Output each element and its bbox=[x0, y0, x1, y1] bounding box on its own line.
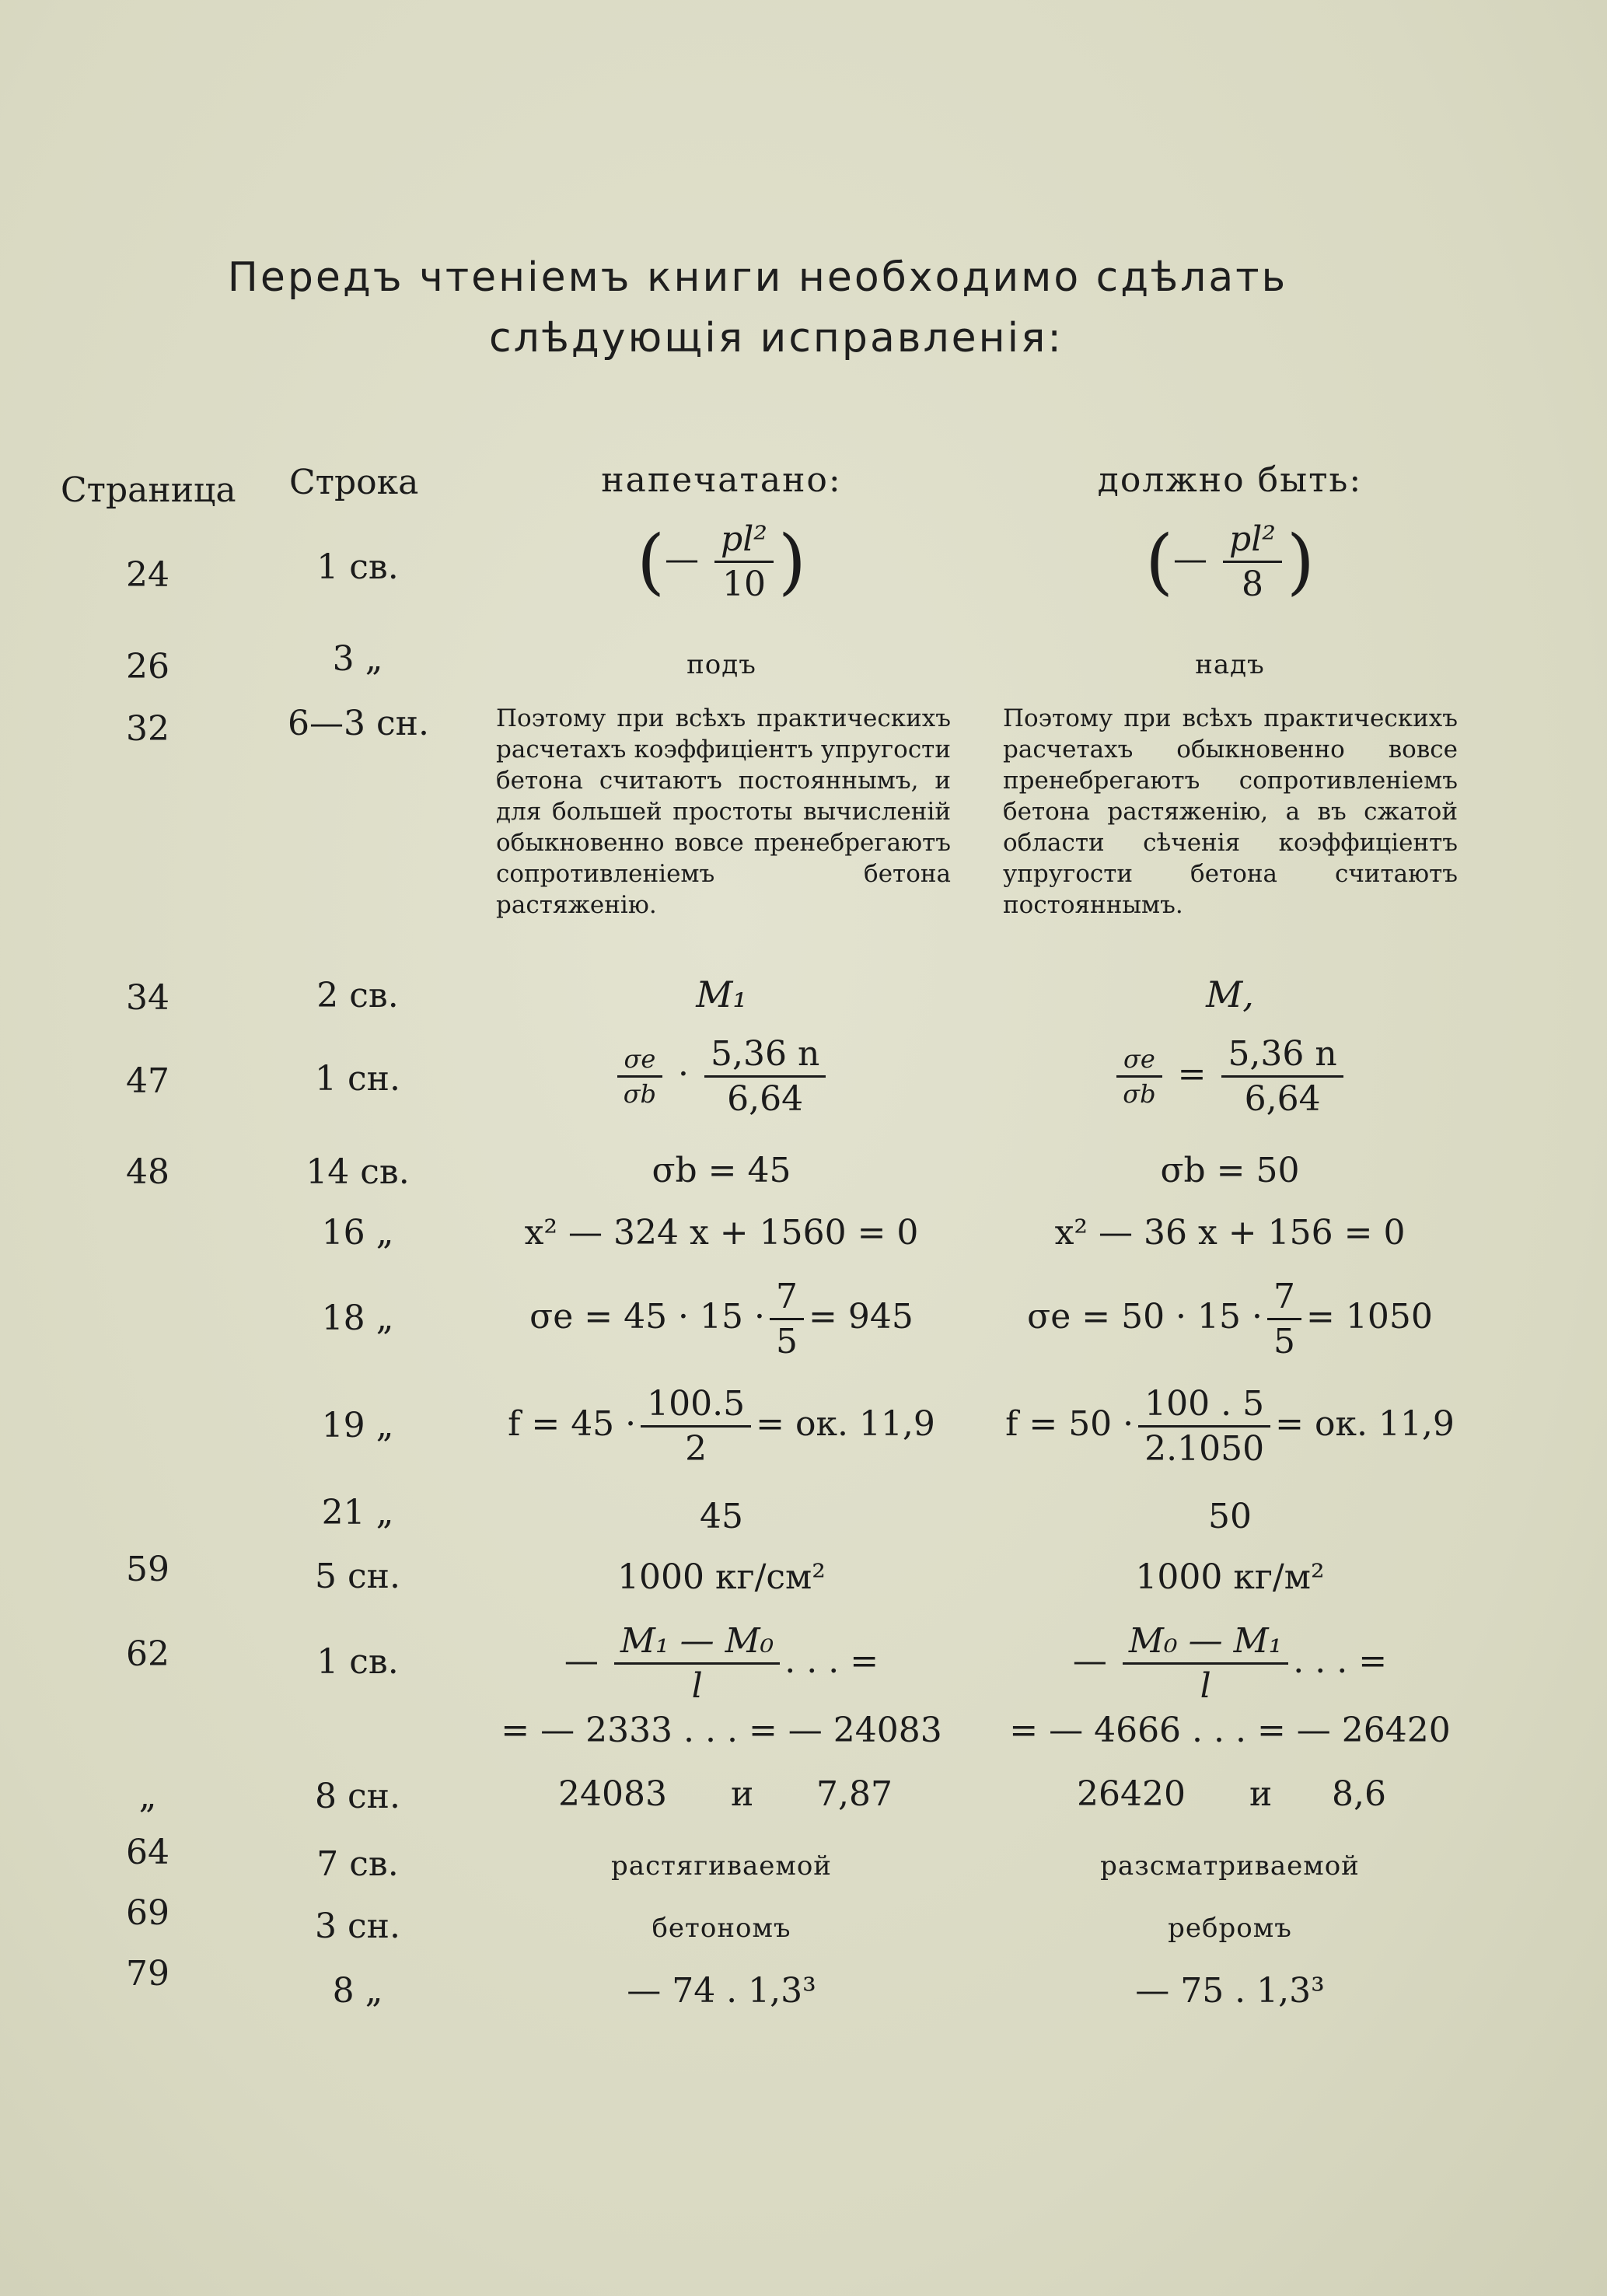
row-page: 48 bbox=[126, 1152, 169, 1192]
row-page: 47 bbox=[126, 1061, 169, 1101]
frac-num: pl² bbox=[1223, 519, 1282, 563]
row-line: 2 св. bbox=[316, 976, 399, 1015]
row-page: 34 bbox=[126, 978, 169, 1018]
frac-num: 7 bbox=[1267, 1277, 1301, 1320]
row-line: 18 „ bbox=[321, 1298, 394, 1338]
row-line: 1 св. bbox=[316, 547, 399, 587]
frac-num: 100 . 5 bbox=[1138, 1384, 1270, 1428]
correct-formula: = — 4666 . . . = — 26420 bbox=[1009, 1711, 1451, 1750]
formula-part: . . . = bbox=[784, 1641, 879, 1681]
row-line: 8 сн. bbox=[315, 1777, 400, 1816]
correct-formula bbox=[989, 1277, 1471, 1361]
row-line: 7 св. bbox=[316, 1844, 399, 1884]
printed-value: 45 bbox=[700, 1497, 743, 1536]
row-page: 24 bbox=[126, 555, 169, 595]
frac-den: 8 bbox=[1241, 564, 1263, 604]
header-correct: должно быть: bbox=[1097, 460, 1363, 500]
formula-part: σe = 45 · 15 · bbox=[529, 1297, 765, 1337]
frac-num: 5,36 n bbox=[1221, 1034, 1343, 1078]
printed-formula: $\frac{\sigma e}{\sigma b}$ · $\frac{5,36 n}{6,64}$ bbox=[480, 1034, 962, 1119]
correct-value: 8,6 bbox=[1332, 1774, 1386, 1814]
printed-formula bbox=[480, 1384, 962, 1469]
frac-num: 7 bbox=[770, 1277, 804, 1320]
printed-formula bbox=[480, 1277, 962, 1361]
row-page: 79 bbox=[126, 1954, 169, 1994]
printed-formula: x² — 324 x + 1560 = 0 bbox=[524, 1213, 919, 1253]
frac-den: 5 bbox=[1273, 1322, 1295, 1361]
frac-num: M₀ — M₁ bbox=[1123, 1621, 1288, 1665]
row-page: 26 bbox=[126, 647, 169, 687]
printed-formula: — 74 . 1,3³ bbox=[627, 1971, 816, 2011]
frac-num: 5,36 n bbox=[704, 1034, 826, 1078]
correct-formula: — $\frac{\text{M₀ — M₁}}{l}$ . . . = bbox=[1072, 1621, 1388, 1706]
printed-value: 7,87 bbox=[816, 1774, 893, 1814]
title-line-2: слѣдующія исправленія: bbox=[489, 315, 1064, 362]
header-page: Страница bbox=[61, 470, 236, 510]
row-line: 21 „ bbox=[321, 1493, 394, 1532]
printed-text: растягиваемой bbox=[611, 1850, 832, 1882]
row-page: „ bbox=[138, 1777, 157, 1816]
correct-value: 26420 bbox=[1077, 1774, 1186, 1814]
header-printed: напечатано: bbox=[601, 460, 842, 500]
correct-text: надъ bbox=[1195, 649, 1265, 680]
formula-part: f = 50 · bbox=[1005, 1404, 1134, 1444]
row-line: 1 сн. bbox=[315, 1059, 400, 1099]
frac-den: σb bbox=[623, 1079, 657, 1109]
title-line-1: Передъ чтеніемъ книги необходимо сдѣлать bbox=[227, 254, 1288, 301]
row-line: 8 „ bbox=[332, 1971, 383, 2011]
frac-num: M₁ — M₀ bbox=[614, 1621, 780, 1665]
row-line: 3 „ bbox=[332, 639, 383, 679]
frac-den: σb bbox=[1123, 1079, 1156, 1109]
row-line: 14 св. bbox=[306, 1152, 410, 1192]
row-line: 19 „ bbox=[321, 1406, 394, 1445]
formula-part: = ок. 11,9 bbox=[1275, 1404, 1455, 1444]
correct-formula: 1000 кг/м² bbox=[1135, 1557, 1325, 1597]
row-page: 62 bbox=[126, 1634, 169, 1674]
row-line: 1 св. bbox=[316, 1642, 399, 1682]
printed-formula: 1000 кг/см² bbox=[617, 1557, 826, 1597]
correct-formula: (— $\frac{\text{pl²}}{8}$ ) bbox=[1145, 519, 1315, 604]
correct-text: разсматриваемой bbox=[1100, 1850, 1360, 1882]
formula-part: f = 45 · bbox=[508, 1404, 637, 1444]
printed-formula: = — 2333 . . . = — 24083 bbox=[501, 1711, 942, 1750]
row-page: 32 bbox=[126, 709, 169, 749]
correct-text: ребромъ bbox=[1168, 1913, 1292, 1944]
frac-num: σe bbox=[617, 1044, 662, 1078]
page-title bbox=[0, 247, 1607, 369]
row-line: 16 „ bbox=[321, 1213, 394, 1253]
printed-value: 24083 bbox=[558, 1774, 667, 1814]
frac-num: pl² bbox=[714, 519, 774, 563]
printed-text: подъ bbox=[686, 649, 756, 680]
printed-paragraph: Поэтому при всѣхъ практическихъ расчетахъ коэффиціентъ упругости бетона считаютъ постояннымъ, и для большей простоты вычисленій обыкновенно вовсе пренебрегаютъ сопротивленіемъ бетона растяженію. bbox=[496, 704, 951, 919]
frac-den: 5 bbox=[775, 1322, 798, 1361]
printed-text: бетономъ bbox=[652, 1913, 791, 1944]
frac-den: 6,64 bbox=[1244, 1079, 1321, 1119]
correct-formula: σb = 50 bbox=[1160, 1151, 1300, 1190]
frac-den: 10 bbox=[721, 564, 766, 604]
frac-num: 100.5 bbox=[641, 1384, 751, 1428]
correct-paragraph: Поэтому при всѣхъ практическихъ расчетахъ обыкновенно вовсе пренебрегаютъ сопротивленіемъ бетона растяженію, а въ сжатой области сѣченія коэффиціентъ упругости бетона считаютъ постояннымъ. bbox=[1003, 704, 1458, 919]
formula-part: . . . = bbox=[1293, 1641, 1388, 1681]
correct-formula: $\frac{\sigma e}{\sigma b}$ = $\frac{5,36 n}{6,64}$ bbox=[989, 1034, 1471, 1119]
formula-part: = 945 bbox=[808, 1297, 914, 1337]
correct-formula: x² — 36 x + 156 = 0 bbox=[1054, 1213, 1406, 1253]
correct-formula: — 75 . 1,3³ bbox=[1135, 1971, 1325, 2011]
row-line: 5 сн. bbox=[315, 1557, 400, 1596]
printed-and: и bbox=[731, 1774, 754, 1814]
formula-part: = ок. 11,9 bbox=[756, 1404, 935, 1444]
correct-and: и bbox=[1249, 1774, 1273, 1814]
printed-formula: (— $\frac{\text{pl²}}{10}$ ) bbox=[637, 519, 806, 604]
frac-den: 2.1050 bbox=[1144, 1429, 1265, 1469]
row-line: 3 сн. bbox=[315, 1906, 400, 1946]
row-line: 6—3 сн. bbox=[288, 704, 429, 743]
printed-formula: σb = 45 bbox=[652, 1151, 791, 1190]
frac-den: 6,64 bbox=[727, 1079, 804, 1119]
correct-formula: M, bbox=[1206, 973, 1254, 1015]
row-page: 64 bbox=[126, 1833, 169, 1872]
frac-den: l bbox=[691, 1666, 703, 1706]
correct-formula bbox=[989, 1384, 1471, 1469]
printed-formula: M₁ bbox=[696, 973, 747, 1015]
header-line: Строка bbox=[289, 463, 419, 502]
frac-den: 2 bbox=[685, 1429, 707, 1469]
frac-den: l bbox=[1200, 1666, 1211, 1706]
row-page: 69 bbox=[126, 1893, 169, 1933]
frac-num: σe bbox=[1116, 1044, 1162, 1078]
formula-part: σe = 50 · 15 · bbox=[1027, 1297, 1263, 1337]
printed-formula: — $\frac{\text{M₁ — M₀}}{l}$ . . . = bbox=[564, 1621, 879, 1706]
formula-part: = 1050 bbox=[1305, 1297, 1433, 1337]
correct-value: 50 bbox=[1208, 1497, 1252, 1536]
row-page: 59 bbox=[126, 1550, 169, 1589]
